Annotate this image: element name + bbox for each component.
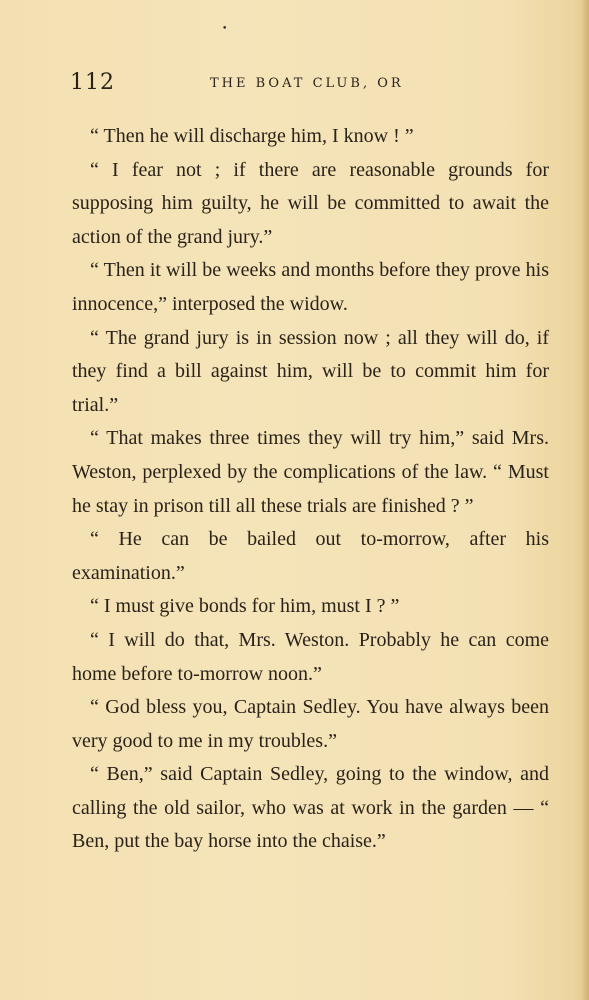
paragraph: “ Then he will discharge him, I know ! ” [90,125,414,147]
paragraph: “ I fear not ; if there are reasonable grounds for supposing him guilty, he will be committed to await the action of the grand jury.” [72,158,549,248]
page-edge-shadow [581,0,589,1000]
page-header [70,70,550,94]
ink-speck: • [222,24,228,34]
running-head: THE BOAT CLUB, OR [210,76,404,91]
page-number: 112 [70,70,115,95]
paragraph: “ The grand jury is in session now ; all they will do, if they find a bill against him, will be to commit him for trial.” [72,326,549,416]
paragraph: “ I will do that, Mrs. Weston. Probably he can come home before to-morrow noon.” [72,628,549,685]
paragraph: “ Ben,” said Captain Sedley, going to the window, and calling the old sailor, who was at work in the garden — “ Ben, put the bay horse into the chaise.” [72,763,549,853]
paragraph: “ Then it will be weeks and months before they prove his innocence,” interposed the widow. [72,259,549,315]
paragraph: “ I must give bonds for him, must I ? ” [90,595,400,618]
paragraph: “ God bless you, Captain Sedley. You have always been very good to me in my troubles.” [72,696,549,752]
paragraph: “ That makes three times they will try him,” said Mrs. Weston, perplexed by the complications of the law. “ Must he stay in prison till all these trials are finished ? ” [72,427,549,517]
body-text [72,120,549,859]
paragraph: “ He can be bailed out to-morrow, after his examination.” [72,528,549,584]
